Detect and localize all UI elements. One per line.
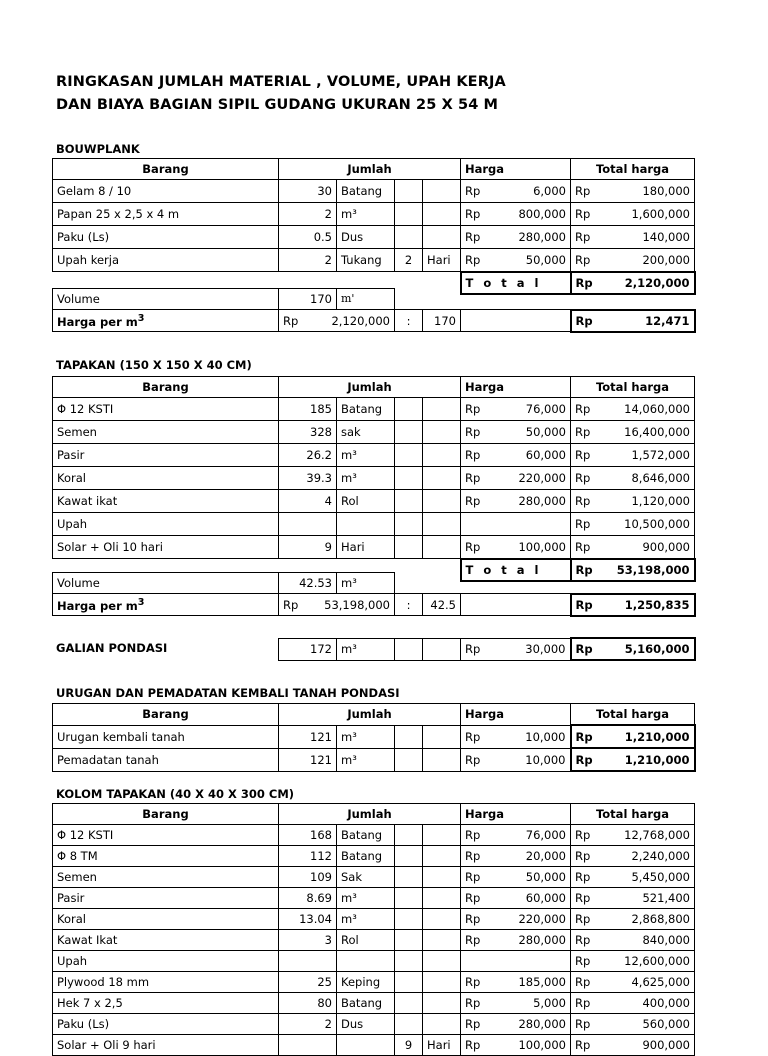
table-bouwplank-volume xyxy=(52,288,696,333)
cell-qty2 xyxy=(395,421,423,444)
cell-unit2 xyxy=(423,398,461,421)
cell-qty: 4 xyxy=(279,490,337,513)
cell-total: Rp 1,120,000 xyxy=(571,490,695,513)
cell-total: Rp 180,000 xyxy=(571,180,695,203)
cell-qty: 13.04 xyxy=(279,909,337,930)
volume-unit: m' xyxy=(337,289,395,310)
cell-qty: 3 xyxy=(279,930,337,951)
cell-total: Rp 140,000 xyxy=(571,226,695,249)
cell-total: Rp 12,768,000 xyxy=(571,825,695,846)
table-tapakan-volume xyxy=(52,572,696,617)
section-title-bouwplank: BOUWPLANK xyxy=(56,142,140,156)
galian-unit: m³ xyxy=(337,638,395,660)
cell-unit: Batang xyxy=(337,180,395,203)
cell-total: Rp 12,600,000 xyxy=(571,951,695,972)
cell-barang: Koral xyxy=(53,467,279,490)
cell-barang: Urugan kembali tanah xyxy=(53,725,279,748)
cell-total: Rp 840,000 xyxy=(571,930,695,951)
cell-qty: 30 xyxy=(279,180,337,203)
cell-unit: Hari xyxy=(337,536,395,559)
cell-unit: m³ xyxy=(337,725,395,748)
cell-barang: Φ 12 KSTI xyxy=(53,398,279,421)
cell-harga xyxy=(461,513,571,536)
col-header-barang: Barang xyxy=(53,704,279,726)
cell-total: Rp 1,210,000 xyxy=(571,748,695,771)
cell-qty2 xyxy=(395,180,423,203)
cell-harga: Rp 60,000 xyxy=(461,888,571,909)
cell-total: Rp 8,646,000 xyxy=(571,467,695,490)
cell-unit: sak xyxy=(337,421,395,444)
section-title-tapakan: TAPAKAN (150 X 150 X 40 CM) xyxy=(56,358,252,372)
section-title-urugan: URUGAN DAN PEMADATAN KEMBALI TANAH PONDASI xyxy=(56,686,400,700)
cell-barang: Koral xyxy=(53,909,279,930)
section-title-galian: GALIAN PONDASI xyxy=(56,641,168,655)
cell-qty: 2 xyxy=(279,203,337,226)
cell-total: Rp 400,000 xyxy=(571,993,695,1014)
cell-harga: Rp 5,000 xyxy=(461,993,571,1014)
cell-unit2 xyxy=(423,226,461,249)
table-row xyxy=(53,1014,695,1035)
table-urugan xyxy=(52,703,696,772)
cell-total: Rp 2,868,800 xyxy=(571,909,695,930)
cell-barang: Pasir xyxy=(53,888,279,909)
cell-qty2 xyxy=(395,972,423,993)
harga-per-divisor: 170 xyxy=(423,310,461,332)
col-header-jumlah: Jumlah xyxy=(279,804,461,825)
cell-barang: Solar + Oli 9 hari xyxy=(53,1035,279,1056)
cell-unit2 xyxy=(423,825,461,846)
cell-unit: Sak xyxy=(337,867,395,888)
cell-qty2 xyxy=(395,930,423,951)
harga-per-result: Rp 12,471 xyxy=(571,310,695,332)
cell-total: Rp 10,500,000 xyxy=(571,513,695,536)
cell-unit2 xyxy=(423,993,461,1014)
col-header-jumlah: Jumlah xyxy=(279,377,461,398)
cell-harga: Rp 100,000 xyxy=(461,1035,571,1056)
cell-unit: m³ xyxy=(337,748,395,771)
table-row xyxy=(53,536,695,559)
cell-harga: Rp 50,000 xyxy=(461,421,571,444)
cell-qty: 121 xyxy=(279,725,337,748)
cell-qty2 xyxy=(395,951,423,972)
cell-total: Rp 900,000 xyxy=(571,1035,695,1056)
cell-barang: Upah kerja xyxy=(53,249,279,272)
cell-unit2 xyxy=(423,951,461,972)
cell-harga: Rp 280,000 xyxy=(461,1014,571,1035)
total-label: T o t a l xyxy=(461,559,571,581)
cell-unit xyxy=(337,951,395,972)
cell-barang: Solar + Oli 10 hari xyxy=(53,536,279,559)
cell-barang: Upah xyxy=(53,951,279,972)
cell-unit: Keping xyxy=(337,972,395,993)
table-row xyxy=(53,909,695,930)
cell-total: Rp 14,060,000 xyxy=(571,398,695,421)
cell-harga: Rp 50,000 xyxy=(461,249,571,272)
cell-barang: Semen xyxy=(53,421,279,444)
col-header-barang: Barang xyxy=(53,377,279,398)
cell-unit: m³ xyxy=(337,203,395,226)
table-row xyxy=(53,180,695,203)
galian-harga: Rp 30,000 xyxy=(461,638,571,660)
table-row xyxy=(53,930,695,951)
cell-harga: Rp 20,000 xyxy=(461,846,571,867)
col-header-harga: Harga xyxy=(461,804,571,825)
cell-barang: Paku (Ls) xyxy=(53,1014,279,1035)
section-title-kolom: KOLOM TAPAKAN (40 X 40 X 300 CM) xyxy=(56,787,295,801)
cell-unit: m³ xyxy=(337,467,395,490)
cell-barang: Kawat Ikat xyxy=(53,930,279,951)
cell-total: Rp 1,572,000 xyxy=(571,444,695,467)
cell-unit: Tukang xyxy=(337,249,395,272)
cell-unit: Batang xyxy=(337,825,395,846)
cell-total: Rp 900,000 xyxy=(571,536,695,559)
cell-qty2 xyxy=(395,993,423,1014)
cell-qty: 9 xyxy=(279,536,337,559)
col-header-total: Total harga xyxy=(571,704,695,726)
volume-value: 170 xyxy=(279,289,337,310)
table-row xyxy=(53,748,695,771)
cell-barang: Kawat ikat xyxy=(53,490,279,513)
total-value: Rp 2,120,000 xyxy=(571,272,695,294)
cell-total: Rp 2,240,000 xyxy=(571,846,695,867)
harga-per-total: Rp 2,120,000 xyxy=(279,310,395,332)
cell-unit: Dus xyxy=(337,226,395,249)
table-row xyxy=(53,1035,695,1056)
cell-total: Rp 4,625,000 xyxy=(571,972,695,993)
table-row xyxy=(53,513,695,536)
cell-total: Rp 200,000 xyxy=(571,249,695,272)
cell-qty: 121 xyxy=(279,748,337,771)
harga-per-label: Harga per $m^3$ xyxy=(53,594,279,616)
cell-harga: Rp 100,000 xyxy=(461,536,571,559)
cell-barang: Upah xyxy=(53,513,279,536)
cell-total: Rp 521,400 xyxy=(571,888,695,909)
table-row xyxy=(53,725,695,748)
col-header-harga: Harga xyxy=(461,704,571,726)
cell-unit2 xyxy=(423,725,461,748)
cell-qty2 xyxy=(395,1014,423,1035)
cell-total: Rp 5,450,000 xyxy=(571,867,695,888)
cell-qty: 25 xyxy=(279,972,337,993)
cell-unit2 xyxy=(423,846,461,867)
table-row xyxy=(53,993,695,1014)
col-header-total: Total harga xyxy=(571,159,695,180)
colon: : xyxy=(395,310,423,332)
cell-unit: m³ xyxy=(337,909,395,930)
cell-qty2 xyxy=(395,513,423,536)
cell-harga: Rp 76,000 xyxy=(461,398,571,421)
col-header-jumlah: Jumlah xyxy=(279,704,461,726)
cell-harga: Rp 10,000 xyxy=(461,725,571,748)
cell-unit2: Hari xyxy=(423,1035,461,1056)
cell-harga: Rp 280,000 xyxy=(461,930,571,951)
cell-qty: 328 xyxy=(279,421,337,444)
cell-total: Rp 1,210,000 xyxy=(571,725,695,748)
cell-qty: 168 xyxy=(279,825,337,846)
cell-unit: Rol xyxy=(337,490,395,513)
cell-harga: Rp 185,000 xyxy=(461,972,571,993)
col-header-total: Total harga xyxy=(571,804,695,825)
table-bouwplank xyxy=(52,158,696,295)
cell-harga xyxy=(461,951,571,972)
cell-harga: Rp 220,000 xyxy=(461,909,571,930)
cell-harga: Rp 220,000 xyxy=(461,467,571,490)
cell-harga: Rp 60,000 xyxy=(461,444,571,467)
cell-qty xyxy=(279,1035,337,1056)
table-row xyxy=(53,951,695,972)
cell-barang: Papan 25 x 2,5 x 4 m xyxy=(53,203,279,226)
table-row xyxy=(53,467,695,490)
cell-qty: 0.5 xyxy=(279,226,337,249)
cell-qty: 185 xyxy=(279,398,337,421)
cell-harga: Rp 76,000 xyxy=(461,825,571,846)
cell-barang: Gelam 8 / 10 xyxy=(53,180,279,203)
cell-qty2 xyxy=(395,825,423,846)
cell-barang: Paku (Ls) xyxy=(53,226,279,249)
cell-harga: Rp 10,000 xyxy=(461,748,571,771)
col-header-barang: Barang xyxy=(53,159,279,180)
cell-qty2 xyxy=(395,725,423,748)
cell-unit: m³ xyxy=(337,444,395,467)
galian-total: Rp 5,160,000 xyxy=(571,638,695,660)
cell-qty: 2 xyxy=(279,249,337,272)
table-kolom xyxy=(52,803,695,1056)
cell-qty: 112 xyxy=(279,846,337,867)
table-row xyxy=(53,825,695,846)
col-header-harga: Harga xyxy=(461,377,571,398)
cell-qty2 xyxy=(395,536,423,559)
harga-per-result: Rp 1,250,835 xyxy=(571,594,695,616)
table-row xyxy=(53,444,695,467)
cell-unit2 xyxy=(423,888,461,909)
cell-qty2 xyxy=(395,909,423,930)
col-header-jumlah: Jumlah xyxy=(279,159,461,180)
col-header-total: Total harga xyxy=(571,377,695,398)
cell-qty2 xyxy=(395,490,423,513)
harga-per-label: Harga per $m^3$ xyxy=(53,310,279,332)
cell-qty: 109 xyxy=(279,867,337,888)
cell-qty2 xyxy=(395,444,423,467)
volume-label: Volume xyxy=(53,573,279,594)
cell-unit2 xyxy=(423,490,461,513)
cell-unit: Rol xyxy=(337,930,395,951)
table-row xyxy=(53,490,695,513)
table-row xyxy=(53,846,695,867)
cell-qty2 xyxy=(395,398,423,421)
table-row xyxy=(53,398,695,421)
cell-unit: Batang xyxy=(337,398,395,421)
cell-harga: Rp 280,000 xyxy=(461,490,571,513)
cell-barang: Φ 12 KSTI xyxy=(53,825,279,846)
cell-unit2 xyxy=(423,536,461,559)
galian-qty: 172 xyxy=(279,638,337,660)
cell-harga: Rp 50,000 xyxy=(461,867,571,888)
cell-qty: 39.3 xyxy=(279,467,337,490)
cell-unit xyxy=(337,1035,395,1056)
cell-barang: Hek 7 x 2,5 xyxy=(53,993,279,1014)
cell-qty: 26.2 xyxy=(279,444,337,467)
cell-unit: Batang xyxy=(337,846,395,867)
harga-per-divisor: 42.5 xyxy=(423,594,461,616)
cell-qty: 80 xyxy=(279,993,337,1014)
table-row xyxy=(53,867,695,888)
total-value: Rp 53,198,000 xyxy=(571,559,695,581)
cell-unit: Batang xyxy=(337,993,395,1014)
cell-harga: Rp 280,000 xyxy=(461,226,571,249)
cell-qty2: 9 xyxy=(395,1035,423,1056)
col-header-barang: Barang xyxy=(53,804,279,825)
cell-barang: Pemadatan tanah xyxy=(53,748,279,771)
cell-unit2 xyxy=(423,867,461,888)
cell-barang: Pasir xyxy=(53,444,279,467)
cell-unit: Dus xyxy=(337,1014,395,1035)
cell-unit2 xyxy=(423,972,461,993)
volume-value: 42.53 xyxy=(279,573,337,594)
cell-total: Rp 1,600,000 xyxy=(571,203,695,226)
cell-unit2: Hari xyxy=(423,249,461,272)
cell-barang: Plywood 18 mm xyxy=(53,972,279,993)
cell-unit2 xyxy=(423,421,461,444)
cell-unit2 xyxy=(423,467,461,490)
cell-unit2 xyxy=(423,180,461,203)
cell-unit2 xyxy=(423,203,461,226)
cell-total: Rp 16,400,000 xyxy=(571,421,695,444)
volume-label: Volume xyxy=(53,289,279,310)
cell-qty2 xyxy=(395,467,423,490)
colon: : xyxy=(395,594,423,616)
cell-unit2 xyxy=(423,513,461,536)
cell-qty2: 2 xyxy=(395,249,423,272)
cell-unit2 xyxy=(423,1014,461,1035)
cell-qty xyxy=(279,513,337,536)
table-galian xyxy=(278,637,696,661)
total-label: T o t a l xyxy=(461,272,571,294)
cell-qty2 xyxy=(395,203,423,226)
table-row xyxy=(53,421,695,444)
table-row xyxy=(53,226,695,249)
cell-qty2 xyxy=(395,226,423,249)
table-row xyxy=(53,203,695,226)
cell-barang: Semen xyxy=(53,867,279,888)
table-row xyxy=(53,249,695,272)
cell-unit xyxy=(337,513,395,536)
cell-barang: Φ 8 TM xyxy=(53,846,279,867)
table-row xyxy=(53,972,695,993)
cell-unit: m³ xyxy=(337,888,395,909)
cell-unit2 xyxy=(423,909,461,930)
cell-qty2 xyxy=(395,846,423,867)
cell-harga: Rp 6,000 xyxy=(461,180,571,203)
cell-harga: Rp 800,000 xyxy=(461,203,571,226)
volume-unit: m³ xyxy=(337,573,395,594)
cell-qty2 xyxy=(395,867,423,888)
table-tapakan xyxy=(52,376,696,582)
col-header-harga: Harga xyxy=(461,159,571,180)
cell-unit2 xyxy=(423,930,461,951)
page-title-line2: DAN BIAYA BAGIAN SIPIL GUDANG UKURAN 25 X 54 M xyxy=(56,97,499,113)
cell-total: Rp 560,000 xyxy=(571,1014,695,1035)
cell-qty xyxy=(279,951,337,972)
harga-per-total: Rp 53,198,000 xyxy=(279,594,395,616)
cell-qty: 8.69 xyxy=(279,888,337,909)
cell-unit2 xyxy=(423,444,461,467)
cell-qty: 2 xyxy=(279,1014,337,1035)
cell-unit2 xyxy=(423,748,461,771)
cell-qty2 xyxy=(395,748,423,771)
cell-qty2 xyxy=(395,888,423,909)
table-row xyxy=(53,888,695,909)
page-title-line1: RINGKASAN JUMLAH MATERIAL , VOLUME, UPAH KERJA xyxy=(56,74,506,90)
